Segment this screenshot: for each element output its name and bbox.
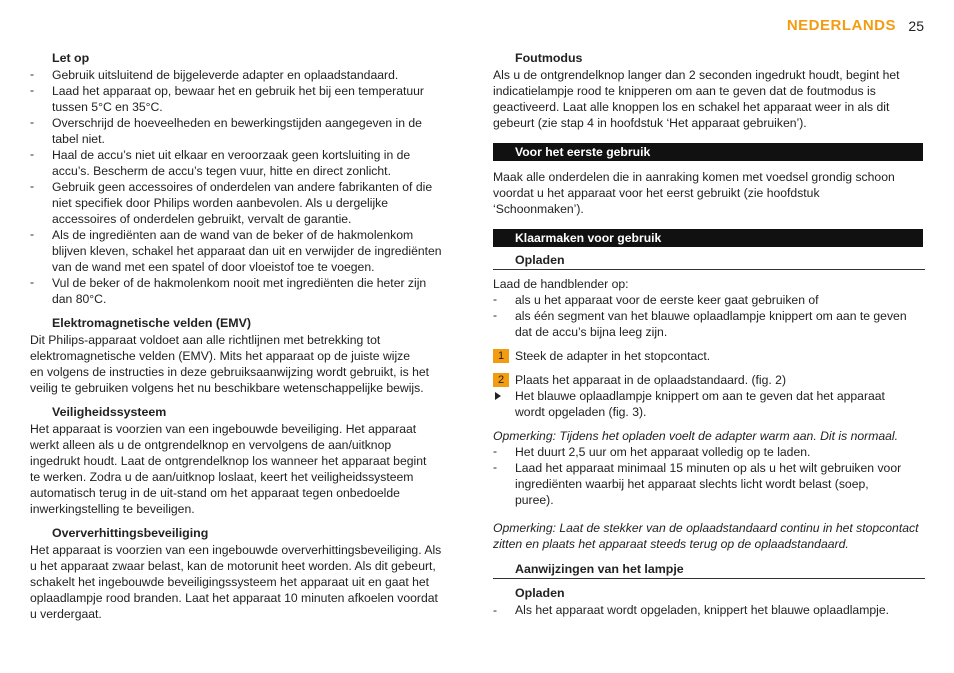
let-op-item-line: accessoires of onderdelen gebruikt, vervalt de garantie. [52,212,352,226]
opladen-conditions-list [493,292,925,340]
emv-line: Dit Philips-apparaat voldoet aan alle richtlijnen met betrekking tot [30,333,381,347]
dash-bullet: - [493,460,498,474]
veiligheid-heading: Veiligheidssysteem [52,405,167,419]
let-op-item [30,115,460,147]
dash-bullet: - [30,147,35,161]
oververhitting-line: schakelt het ingebouwde beveiligingssysteem het apparaat uit en gaat het [30,575,430,589]
veiligheid-line: te werken. Zodra u de aan/uitknop loslaat, keert het veiligheidssysteem [30,470,414,484]
section-bar-eerste-gebruik: Voor het eerste gebruik [493,143,923,161]
opladen-condition-item-line: dat de accu’s bijna leeg zijn. [515,325,668,339]
oververhitting-paragraph [30,542,460,622]
eerste-gebruik-paragraph [493,169,925,217]
dash-bullet: - [493,292,498,306]
dash-bullet: - [493,603,498,617]
let-op-item-line: Gebruik uitsluitend de bijgeleverde adapter en oplaadstandaard. [52,68,399,82]
let-op-item [30,227,460,275]
step-1 [493,348,925,364]
dash-bullet: - [493,308,498,322]
foutmodus-line: Als u de ontgrendelknop langer dan 2 seconden ingedrukt houdt, begint het [493,68,900,82]
let-op-item [30,67,460,83]
right-column [493,50,925,618]
foutmodus-paragraph [493,67,925,131]
opladen-info-list [493,444,925,508]
let-op-item-line: blijven kleven, schakel het apparaat dan uit en verwijder de ingrediënten [52,244,442,258]
note-stekker: zitten en plaats het apparaat steeds terug op de oplaadstandaard. [493,537,849,551]
emv-heading: Elektromagnetische velden (EMV) [52,316,251,330]
foutmodus-heading: Foutmodus [515,51,583,65]
opladen-condition-item-line: als u het apparaat voor de eerste keer gaat gebruiken of [515,293,819,307]
let-op-item [30,275,460,307]
veiligheid-line: Het apparaat is voorzien van een ingebouwde beveiliging. Het apparaat [30,422,417,436]
step-text: Plaats het apparaat in de oplaadstandaard. (fig. 2) [515,373,787,387]
opladen-info-item-line: Laad het apparaat minimaal 15 minuten op als u het wilt gebruiken voor [515,461,902,475]
let-op-item-line: Vul de beker of de hakmolenkom nooit met ingrediënten die heter zijn [52,276,427,290]
section-bar-klaarmaken: Klaarmaken voor gebruik [493,229,923,247]
let-op-item-line: dan 80°C. [52,292,107,306]
opladen-info-item-line: ingrediënten waarbij het apparaat slechts licht wordt belast (soep, [515,477,869,491]
let-op-item-line: Haal de accu’s niet uit elkaar en veroorzaak geen kortsluiting in de [52,148,411,162]
let-op-list [30,67,460,307]
veiligheid-line: ingedrukt houdt. Laat de ontgrendelknop los wanneer het apparaat begint [30,454,427,468]
veiligheid-line: inwerkingstelling te beveiligen. [30,502,195,516]
lampje-item-text: Als het apparaat wordt opgeladen, knippert het blauwe oplaadlampje. [515,603,890,617]
oververhitting-heading: Oververhittingsbeveiliging [52,526,209,540]
result-item [493,388,925,420]
opladen-condition-item [493,292,925,308]
dash-bullet: - [30,227,35,241]
oververhitting-line: oplaadlampje rood branden. Laat het apparaat 10 minuten afkoelen voordat [30,591,438,605]
emv-line: en volgens de instructies in deze gebruiksaanwijzing wordt gebruikt, is het [30,365,430,379]
let-op-item-line: accu’s. Bescherm de accu’s tegen vuur, hitte en direct zonlicht. [52,164,391,178]
dash-bullet: - [30,179,35,193]
let-op-item-line: Gebruik geen accessoires of onderdelen van andere fabrikanten of die [52,180,433,194]
let-op-item-line: tussen 5°C en 35°C. [52,100,163,114]
emv-paragraph [30,332,460,396]
let-op-item-line: tabel niet. [52,132,105,146]
let-op-item-line: Als de ingrediënten aan de wand van de beker of de hakmolenkom [52,228,414,242]
result-line: Het blauwe oplaadlampje knippert om aan te geven dat het apparaat [515,389,885,403]
foutmodus-line: geactiveerd. Laat alle knoppen los en schakel het apparaat weer in als dit [493,100,890,114]
veiligheid-line: werkt alleen als u de ontgrendelknop en vervolgens de aan/uitknop [30,438,392,452]
opladen-intro: Laad de handblender op: [493,277,629,291]
opladen-info-item-line: puree). [515,493,554,507]
opladen-heading: Opladen [493,251,925,270]
dash-bullet: - [30,67,35,81]
eerste-gebruik-line: ‘Schoonmaken’). [493,202,584,216]
result-line: wordt opgeladen (fig. 3). [515,405,647,419]
veiligheid-paragraph [30,421,460,517]
note-stekker: Opmerking: Laat de stekker van de oplaadstandaard continu in het stopcontact [493,521,919,535]
page-number: 25 [908,18,924,34]
language-heading: NEDERLANDS [786,17,896,34]
let-op-heading: Let op [52,51,90,65]
oververhitting-line: u het apparaat zwaar belast, kan de motorunit heet worden. Als dit gebeurt, [30,559,436,573]
eerste-gebruik-line: voordat u het apparaat voor het eerst gebruikt (zie hoofdstuk [493,186,820,200]
let-op-item-line: Overschrijd de hoeveelheden en bewerkingstijden aangegeven in de [52,116,422,130]
lampje-opladen-heading: Opladen [515,586,565,600]
oververhitting-line: Het apparaat is voorzien van een ingebouwde oververhittingsbeveiliging. Als [30,543,442,557]
step-text: Steek de adapter in het stopcontact. [515,349,711,363]
dash-bullet: - [30,83,35,97]
opladen-info-item [493,444,925,460]
let-op-item [30,83,460,115]
let-op-item-line: niet specifiek door Philips worden aanbevolen. Als u dergelijke [52,196,389,210]
opladen-condition-item-line: als één segment van het blauwe oplaadlampje knippert om aan te geven [515,309,907,323]
dash-bullet: - [493,444,498,458]
dash-bullet: - [30,275,35,289]
emv-line: veilig te gebruiken volgens het nu beschikbare wetenschappelijke bewijs. [30,381,424,395]
emv-line: elektromagnetische velden (EMV). Mits het apparaat op de juiste wijze [30,349,411,363]
let-op-item-line: van de wand met een spatel of door vloeistof toe te voegen. [52,260,375,274]
left-column [30,50,460,622]
oververhitting-line: u verdergaat. [30,607,102,621]
step-2 [493,372,925,388]
lampje-heading: Aanwijzingen van het lampje [493,560,925,579]
foutmodus-line: indicatielampje rood te knipperen om aan te geven dat de foutmodus is [493,84,876,98]
opladen-info-item [493,460,925,508]
result-arrow-icon [495,392,501,400]
opladen-info-item-line: Het duurt 2,5 uur om het apparaat volledig op te laden. [515,445,811,459]
foutmodus-line: gebeurt (zie stap 4 in hoofdstuk ‘Het apparaat gebruiken’). [493,116,807,130]
lampje-item [493,602,925,618]
veiligheid-line: automatisch terug in de uit-stand om het apparaat tegen onbedoelde [30,486,400,500]
let-op-item-line: Laad het apparaat op, bewaar het en gebruik het bij een temperatuur [52,84,424,98]
let-op-item [30,147,460,179]
step-number-badge: 2 [493,373,509,387]
step-number-badge: 1 [493,349,509,363]
eerste-gebruik-line: Maak alle onderdelen die in aanraking komen met voedsel grondig schoon [493,170,895,184]
dash-bullet: - [30,115,35,129]
opladen-condition-item [493,308,925,340]
note-adapter-warm: Opmerking: Tijdens het opladen voelt de adapter warm aan. Dit is normaal. [493,429,898,443]
let-op-item [30,179,460,227]
